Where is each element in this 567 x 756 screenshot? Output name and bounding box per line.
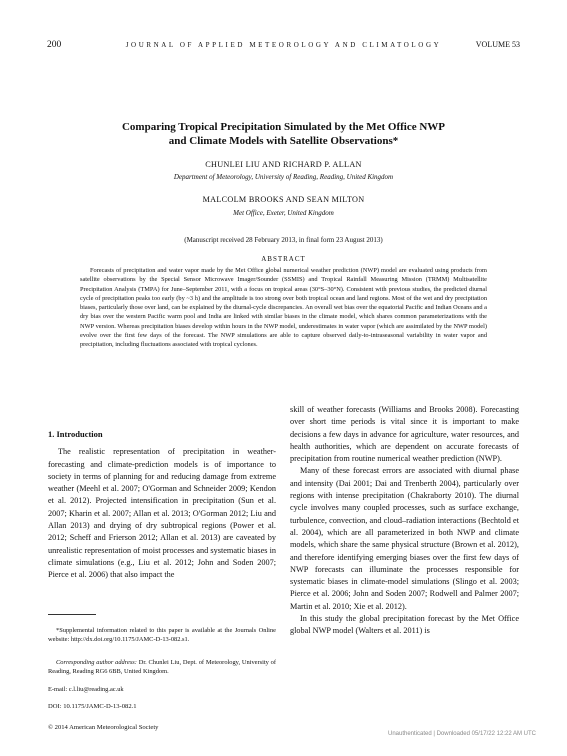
intro-paragraph-1: The realistic representation of precipitation in weather-forecasting and climate-prediction models is of importance to society in terms of planning for and reducing damage from extreme weather (Meehl et al. 2007; O'Gorman and Schneider 2009; Kendon et al. 2012). Projected intensification in precipitation (Sun et al. 2007; Kharin et al. 2007; Allan et al. 2013; O'Gorman 2012; Liu and Allan 2013) and drying of dry subtropical regions (Power et al. 2012; Scheff and Frierson 2012; Allan et al. 2013) are caveated by unrealistic representation of moist processes and systematic biases in climate simulations (e.g., Liu et al. 2012; John and Soden 2007; Pierce et al. 2006) that also impact the <box>48 447 276 580</box>
journal-name: JOURNAL OF APPLIED METEOROLOGY AND CLIMATOLOGY <box>125 41 442 49</box>
supplemental-footnote: *Supplemental information related to this paper is available at the Journals Online website: http://dx.doi.org/10.1175/JAMC-D-13-082.s1. <box>48 627 276 643</box>
column-right <box>290 404 519 638</box>
download-watermark: Unauthenticated | Downloaded 05/17/22 12:22 AM UTC <box>388 731 536 737</box>
article-title <box>60 120 507 148</box>
volume-label: VOLUME 53 <box>475 40 520 49</box>
affiliation-2: Met Office, Exeter, United Kingdom <box>233 209 334 217</box>
copyright-notice: © 2014 American Meteorological Society <box>48 724 159 731</box>
page-number: 200 <box>47 40 62 50</box>
doi-text[interactable]: DOI: 10.1175/JAMC-D-13-082.1 <box>48 703 137 710</box>
email-link[interactable]: E-mail: c.l.liu@reading.ac.uk <box>48 686 124 693</box>
corresponding-author-footnote <box>48 659 276 677</box>
corresponding-author-label: Corresponding author address: <box>56 659 137 666</box>
title-line-2: and Climate Models with Satellite Observations* <box>168 135 399 147</box>
column-left <box>48 428 276 582</box>
author-line-2: MALCOLM BROOKS AND SEAN MILTON <box>202 195 365 204</box>
footnote-divider <box>48 614 96 615</box>
corresponding-author-text: Dr. Chunlei Liu, Dept. of Meteorology, University of Reading, Reading RG6 6BB, United Kingdom. <box>48 659 276 675</box>
section-heading: 1. Introduction <box>48 429 103 439</box>
affiliation-1: Department of Meteorology, University of Reading, Reading, United Kingdom <box>173 173 394 181</box>
author-line-1: CHUNLEI LIU AND RICHARD P. ALLAN <box>205 160 362 169</box>
abstract-text: Forecasts of precipitation and water vapor made by the Met Office global numerical weather prediction (NWP) model are evaluated using products from satellite observations by the Special Sensor Microwave Imager/Sounder (SSMIS) and Tropical Rainfall Measuring Mission (TRMM) Multisatellite Precipitation Analysis (TMPA) for June–September 2011, with a focus on tropical areas (30°S–30°N). Consistent with previous studies, the predicted diurnal cycle of precipitation peaks too early (by ~3 h) and the amplitude is too strong over both tropical ocean and land regions. Most of the wet and dry precipitation biases, particularly those over land, can be explained by the diurnal-cycle discrepancies. An overall wet bias over the equatorial Pacific and Indian Oceans and a dry bias over the western Pacific warm pool and India are linked with similar biases in the climate model, which shares common parameterizations with the NWP version. Whereas precipitation biases develop within hours in the NWP model, underestimates in water vapor (which are assimilated by the NWP model) evolve over the first few days of the forecast. The NWP simulations are able to capture observed daily-to-intraseasonal variability in water vapor and precipitation, including fluctuations associated with tropical cyclones. <box>80 267 487 349</box>
abstract-heading: ABSTRACT <box>261 255 306 263</box>
manuscript-dates: (Manuscript received 28 February 2013, in final form 23 August 2013) <box>184 236 383 244</box>
intro-paragraph-1-continued: skill of weather forecasts (Williams and Brooks 2008). Forecasting over short time periods is vital since it is important to make decisions a few days in advance for agriculture, water resources, and health authorities, which are dependent on accurate forecasts of precipitation from routine numerical weather prediction (NWP). <box>290 405 519 464</box>
intro-paragraph-2: Many of these forecast errors are associated with diurnal phase and intensity (Dai 2001; Dai and Trenberth 2004), particularly over regions with intense precipitation (Chakraborty 2010). The diurnal cycle involves many coupled processes, such as surface exchange, turbulence, convection, and cloud–radiation interactions (Bechtold et al. 2004), which are all parameterized in both NWP and climate models, which share the same physical structure (Brown et al. 2012), and therefore identifying emerging biases over the first few days of NWP forecasts can illuminate the processes responsible for systematic biases in climate-model simulations (Slingo et al. 2003; Pierce et al. 2006; John and Soden 2007; Rodwell and Palmer 2007; Martin et al. 2010; Xie et al. 2012). <box>290 466 519 611</box>
title-line-1: Comparing Tropical Precipitation Simulated by the Met Office NWP <box>121 121 446 133</box>
intro-paragraph-3: In this study the global precipitation forecast by the Met Office global NWP model (Walters et al. 2011) is <box>290 614 519 636</box>
running-header <box>47 40 520 54</box>
